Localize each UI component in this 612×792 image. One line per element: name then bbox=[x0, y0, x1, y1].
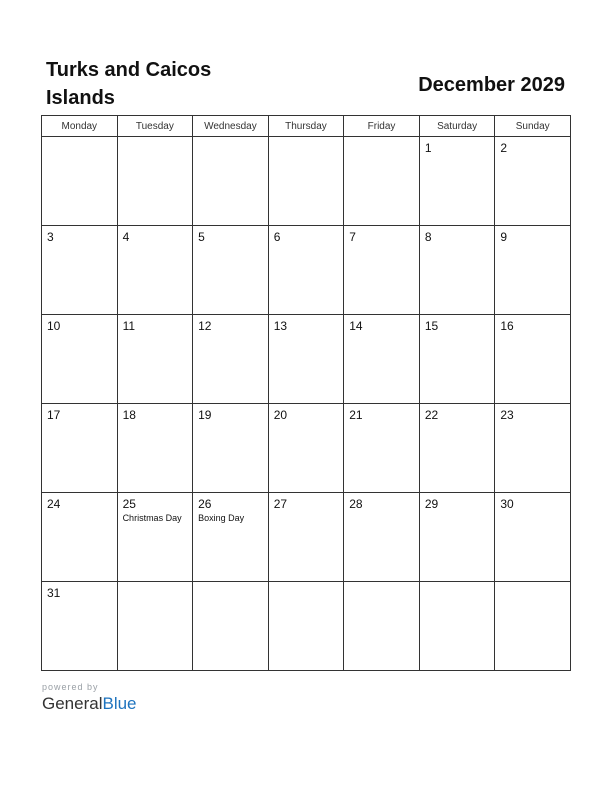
empty-day-cell bbox=[344, 582, 420, 671]
day-number: 1 bbox=[424, 141, 432, 155]
day-cell bbox=[419, 226, 495, 315]
day-number: 13 bbox=[273, 319, 288, 333]
day-cell bbox=[495, 137, 571, 226]
day-cell bbox=[117, 404, 193, 493]
empty-day-cell bbox=[117, 137, 193, 226]
day-cell bbox=[419, 404, 495, 493]
day-cell bbox=[268, 493, 344, 582]
weekday-header-row bbox=[42, 116, 571, 137]
day-number: 12 bbox=[198, 319, 212, 333]
week-row bbox=[42, 404, 571, 493]
day-cell bbox=[117, 315, 193, 404]
weekday-header: Monday bbox=[42, 116, 118, 137]
day-number: 7 bbox=[349, 230, 356, 244]
day-number: 30 bbox=[500, 497, 514, 511]
day-cell bbox=[495, 226, 571, 315]
day-number: 18 bbox=[122, 408, 136, 422]
day-cell bbox=[268, 315, 344, 404]
calendar-grid bbox=[41, 115, 571, 671]
weekday-header: Friday bbox=[344, 116, 420, 137]
holiday-label: Boxing Day bbox=[198, 513, 245, 523]
day-cell bbox=[344, 226, 420, 315]
brand-part-blue: Blue bbox=[102, 694, 137, 713]
day-cell bbox=[419, 137, 495, 226]
day-cell bbox=[419, 493, 495, 582]
weekday-header: Sunday bbox=[495, 116, 571, 137]
day-number: 25 bbox=[122, 497, 136, 511]
empty-day-cell bbox=[193, 582, 269, 671]
day-number: 15 bbox=[424, 319, 439, 333]
day-cell bbox=[193, 493, 269, 582]
week-row bbox=[42, 137, 571, 226]
day-number: 2 bbox=[500, 141, 508, 155]
day-cell bbox=[495, 493, 571, 582]
day-cell bbox=[42, 493, 118, 582]
day-cell bbox=[193, 226, 269, 315]
day-cell bbox=[344, 404, 420, 493]
day-number: 20 bbox=[273, 408, 288, 422]
empty-day-cell bbox=[344, 137, 420, 226]
day-cell bbox=[117, 226, 193, 315]
day-number: 17 bbox=[47, 408, 61, 422]
empty-day-cell bbox=[495, 582, 571, 671]
day-number: 28 bbox=[349, 497, 363, 511]
month-title: December 2029 bbox=[418, 74, 565, 96]
empty-day-cell bbox=[268, 137, 344, 226]
day-number: 27 bbox=[273, 497, 288, 511]
day-number: 26 bbox=[198, 497, 212, 511]
day-cell bbox=[268, 404, 344, 493]
day-cell bbox=[268, 226, 344, 315]
day-cell bbox=[42, 404, 118, 493]
week-row bbox=[42, 493, 571, 582]
day-number: 19 bbox=[198, 408, 212, 422]
day-cell bbox=[344, 493, 420, 582]
day-cell bbox=[193, 315, 269, 404]
day-number: 21 bbox=[349, 408, 363, 422]
brand-logo bbox=[42, 694, 137, 714]
day-number: 10 bbox=[47, 319, 61, 333]
day-cell bbox=[42, 315, 118, 404]
day-number: 6 bbox=[273, 230, 281, 244]
day-cell bbox=[117, 493, 193, 582]
page-title: Turks and Caicos Islands bbox=[46, 59, 212, 109]
day-cell bbox=[193, 404, 269, 493]
day-number: 16 bbox=[500, 319, 514, 333]
footer-branding bbox=[42, 681, 137, 714]
day-number: 23 bbox=[500, 408, 514, 422]
day-number: 14 bbox=[349, 319, 363, 333]
week-row bbox=[42, 582, 571, 671]
day-number: 3 bbox=[47, 230, 54, 244]
day-number: 8 bbox=[424, 230, 432, 244]
week-row bbox=[42, 226, 571, 315]
weekday-header: Saturday bbox=[419, 116, 495, 137]
day-number: 4 bbox=[122, 230, 130, 244]
day-cell bbox=[42, 226, 118, 315]
day-cell bbox=[495, 315, 571, 404]
day-number: 22 bbox=[424, 408, 439, 422]
powered-by-label: powered by bbox=[42, 682, 99, 692]
day-number: 29 bbox=[424, 497, 439, 511]
day-number: 9 bbox=[500, 230, 508, 244]
day-number: 31 bbox=[47, 586, 61, 600]
weekday-header: Thursday bbox=[268, 116, 344, 137]
day-number: 5 bbox=[198, 230, 205, 244]
day-number: 24 bbox=[47, 497, 61, 511]
empty-day-cell bbox=[193, 137, 269, 226]
day-cell bbox=[344, 315, 420, 404]
day-cell bbox=[42, 582, 118, 671]
empty-day-cell bbox=[268, 582, 344, 671]
day-number: 11 bbox=[122, 319, 136, 333]
holiday-label: Christmas Day bbox=[122, 513, 182, 523]
weekday-header: Wednesday bbox=[193, 116, 269, 137]
brand-part-general: General bbox=[42, 694, 103, 713]
day-cell bbox=[419, 315, 495, 404]
week-row bbox=[42, 315, 571, 404]
day-cell bbox=[495, 404, 571, 493]
empty-day-cell bbox=[117, 582, 193, 671]
weekday-header: Tuesday bbox=[117, 116, 193, 137]
empty-day-cell bbox=[42, 137, 118, 226]
empty-day-cell bbox=[419, 582, 495, 671]
